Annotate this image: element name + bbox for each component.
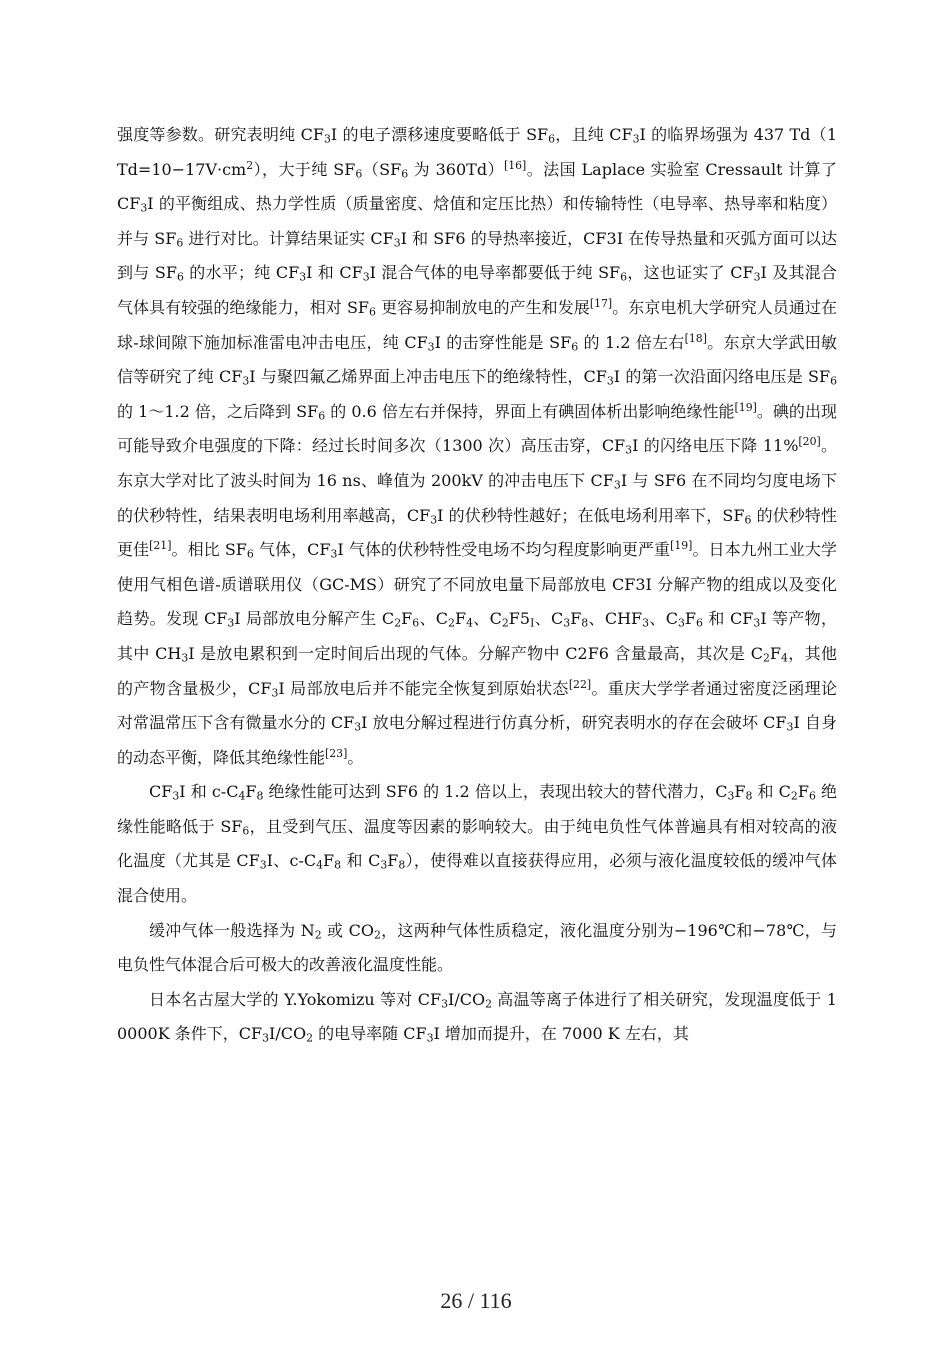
paragraph-3: 缓冲气体一般选择为 $N_2$ 或 $CO_2$，这两种气体性质稳定，液化温度分别为−196℃和−78℃，与电负性气体混合后可极大的改善液化温度性能。: [117, 920, 837, 975]
paragraph-4: 日本名古屋大学的 Y.Yokomizu 等对 $CF_3I/CO_2$ 高温等离子体进行了相关研究，发现温度低于 10000K 条件下，$CF_3I/CO_2$ 的电导率随 $CF_3I$ 增加而提升，在 7000 K 左右，其: [117, 989, 837, 1046]
body-text: [117, 118, 837, 1052]
page-number: 26 / 116: [440, 1288, 512, 1313]
paragraph-2: $CF_3I$ 和 $c-C_4F_8$ 绝缘性能可达到 SF6 的 1.2 倍以上，表现出较大的替代潜力，$C_3F_8$ 和 $C_2F_6$ 绝缘性能略低于 $SF_6$，且受到气压、温度等因素的影响较大。由于纯电负性气体普遍具有相对较高的液化温度（尤其是 $CF_3I$、$c-C_4F_8$ 和 $C_3F_8$），使得难以直接获得应用，必须与液化温度较低的缓冲气体混合使用。: [117, 782, 837, 906]
paragraph-1: 强度等参数。研究表明纯 $CF_3I$ 的电子漂移速度要略低于 $SF_6$，且纯 $CF_3I$ 的临界场强为 437 $Td(1Td=10-17V\cdot cm^2)$，大于纯 $SF_6(SF_6$ 为 360Td）[16]。法国 Laplace 实验室 Cressault 计算了 $CF_3I$ 的平衡组成、热力学性质（质量密度、焓值和定压比热）和传输特性（电导率、热导率和粘度）并与 $SF_6$ 进行对比。计算结果证实 $CF_3I$ 和 SF6 的导热率接近，CF3I 在传导热量和灭弧方面可以达到与 $SF_6$ 的水平；纯 $CF_3I$ 和 $CF_3I$ 混合气体的电导率都要低于纯 $SF_6$，这也证实了 $CF_3I$ 及其混合气体具有较强的绝缘能力，相对 $SF_6$ 更容易抑制放电的产生和发展[17]。东京电机大学研究人员通过在球-球间隙下施加标准雷电冲击电压，纯 $CF_3I$ 的击穿性能是 $SF_6$ 的 1.2 倍左右[18]。东京大学武田敏信等研究了纯 $CF_3I$ 与聚四氟乙烯界面上冲击电压下的绝缘特性，$CF_3I$ 的第一次沿面闪络电压是 $SF_6$ 的 1～1.2 倍，之后降到 $SF_6$ 的 0.6 倍左右并保持，界面上有碘固体析出影响绝缘性能[19]。碘的出现可能导致介电强度的下降：经过长时间多次（1300 次）高压击穿，$CF_3I$ 的闪络电压下降 11%[20]。东京大学对比了波头时间为 16 ns、峰值为 200kV 的冲击电压下 $CF_3I$ 与 SF6 在不同均匀度电场下的伏秒特性，结果表明电场利用率越高，$CF_3I$ 的伏秒特性越好；在低电场利用率下，$SF_6$ 的伏秒特性更佳[21]。相比 $SF_6$ 气体，$CF_3I$ 气体的伏秒特性受电场不均匀程度影响更严重[19]。日本九州工业大学使用气相色谱-质谱联用仪（GC-MS）研究了不同放电量下局部放电 CF3I 分解产物的组成以及变化趋势。发现 $CF_3I$ 局部放电分解产生 $C_2F_6$、$C_2F_4$、$C_2F5_I$、$C_3F_8$、$CHF_3$、$C_3F_6$ 和 $CF_3I$ 等产物，其中 $CH_3I$ 是放电累积到一定时间后出现的气体。分解产物中 C2F6 含量最高，其次是 $C_2F_4$，其他的产物含量极少，$CF_3I$ 局部放电后并不能完全恢复到原始状态[22]。重庆大学学者通过密度泛函理论对常温常压下含有微量水分的 $CF_3I$ 放电分解过程进行仿真分析，研究表明水的存在会破坏 $CF_3I$ 自身的动态平衡，降低其绝缘性能[23]。: [117, 125, 837, 767]
